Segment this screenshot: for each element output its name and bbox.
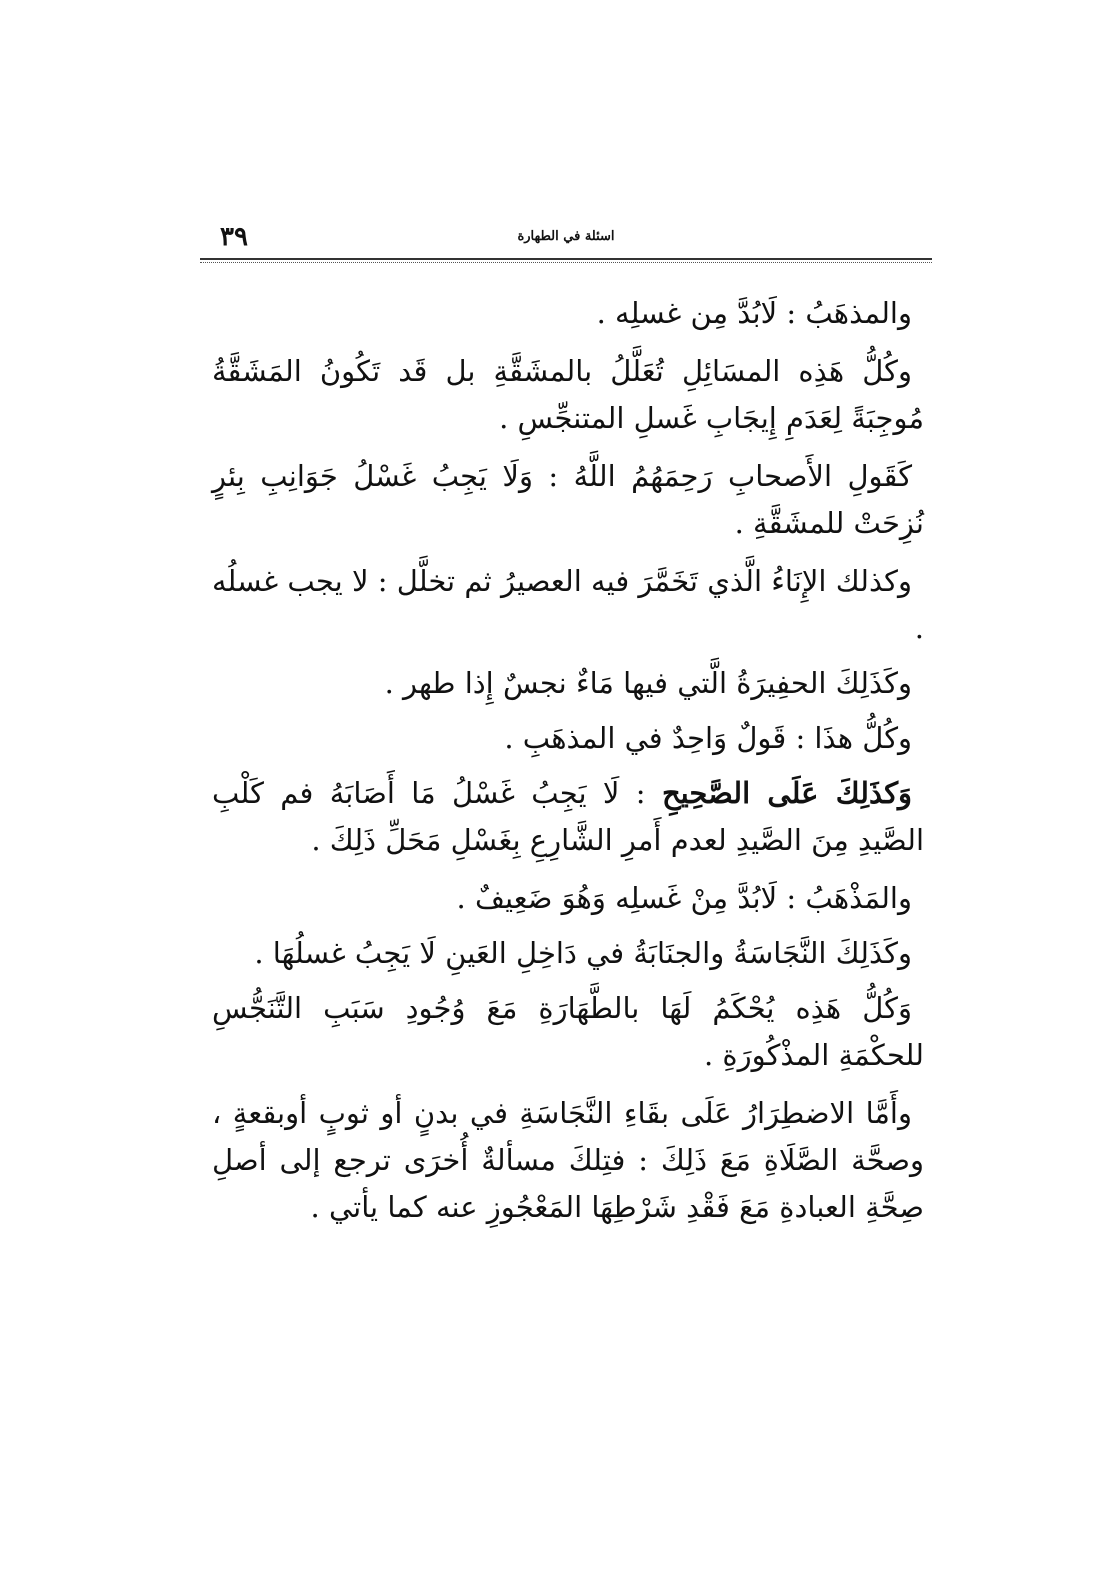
paragraph-text: وكُلُّ هذَا : قَولٌ وَاحِدٌ في المذهَبِ .: [504, 721, 912, 755]
page-number: ٣٩: [220, 222, 248, 252]
paragraph: [212, 930, 924, 977]
running-title: اسئلة في الطهارة: [517, 229, 615, 244]
paragraph: [212, 290, 924, 337]
header-dotted-rule: [200, 262, 932, 263]
page-body: [212, 290, 924, 1242]
paragraph: [212, 875, 924, 922]
paragraph-lead: وَكذَلِكَ عَلَى الصَّحِيحِ: [661, 776, 913, 810]
paragraph-text: : لَا يَجِبُ غَسْلُ مَا أَصَابَهُ فم كَلْبِ الصَّيدِ مِنَ الصَّيدِ لعدم أَمرِ الشَّارِعِ بِغَسْلِ مَحَلِّ ذَلِكَ .: [212, 776, 924, 857]
paragraph-text: وكذلك الإِنَاءُ الَّذي تَخَمَّرَ فيه العصيرُ ثم تخلَّل : لا يجب غسلُه .: [212, 564, 924, 645]
paragraph-text: والمذهَبُ : لَابُدَّ مِن غسلِه .: [596, 296, 912, 330]
paragraph-text: وَكُلُّ هَذِه يُحْكَمُ لَهَا بالطَّهَارَةِ مَعَ وُجُودِ سَبَبِ التَّنَجُّسِ للحكْمَةِ المذْكُورَةِ .: [212, 991, 924, 1072]
paragraph-text: وكَذَلِكَ النَّجَاسَةُ والجنَابَةُ في دَاخِلِ العَينِ لَا يَجِبُ غسلُهَا .: [254, 936, 912, 970]
paragraph: [212, 1090, 924, 1231]
paragraph-text: وكَذَلِكَ الحفِيرَةُ الَّتي فيها مَاءٌ نجسٌ إِذا طهر .: [384, 666, 912, 700]
header-rule: [200, 258, 932, 260]
paragraph: [212, 558, 924, 652]
paragraph-text: وكُلُّ هَذِه المسَائِلِ تُعَلَّلُ بالمشَقَّةِ بل قَد تَكُونُ المَشَقَّةُ مُوجِبَةً لِعَدَمِ إِيجَابِ غَسلِ المتنجِّسِ .: [212, 354, 924, 435]
page-header: [200, 222, 932, 258]
paragraph: [212, 660, 924, 707]
paragraph-text: وأَمَّا الاضطِرَارُ عَلَى بقَاءِ النَّجَاسَةِ في بدنٍ أو ثوبٍ أوبقعةٍ ، وصحَّة الصَّلَاةِ مَعَ ذَلِكَ : فتِلكَ مسألةٌ أُخرَى ترجع إلى أصلِ صِحَّةِ العبادةِ مَعَ فَقْدِ شَرْطِهَا المَعْجُوزِ عنه كما يأتي .: [212, 1096, 924, 1224]
paragraph-text: كَقَولِ الأَصحابِ رَحِمَهُمُ اللَّهُ : وَلَا يَجِبُ غَسْلُ جَوَانِبِ بِئرٍ نُزِحَتْ للمشَقَّةِ .: [212, 459, 924, 540]
paragraph-text: والمَذْهَبُ : لَابُدَّ مِنْ غَسلِه وَهُوَ ضَعِيفٌ .: [456, 881, 912, 915]
paragraph: [212, 348, 924, 442]
paragraph: [212, 715, 924, 762]
paragraph: [212, 453, 924, 547]
paragraph: [212, 985, 924, 1079]
paragraph: [212, 770, 924, 864]
